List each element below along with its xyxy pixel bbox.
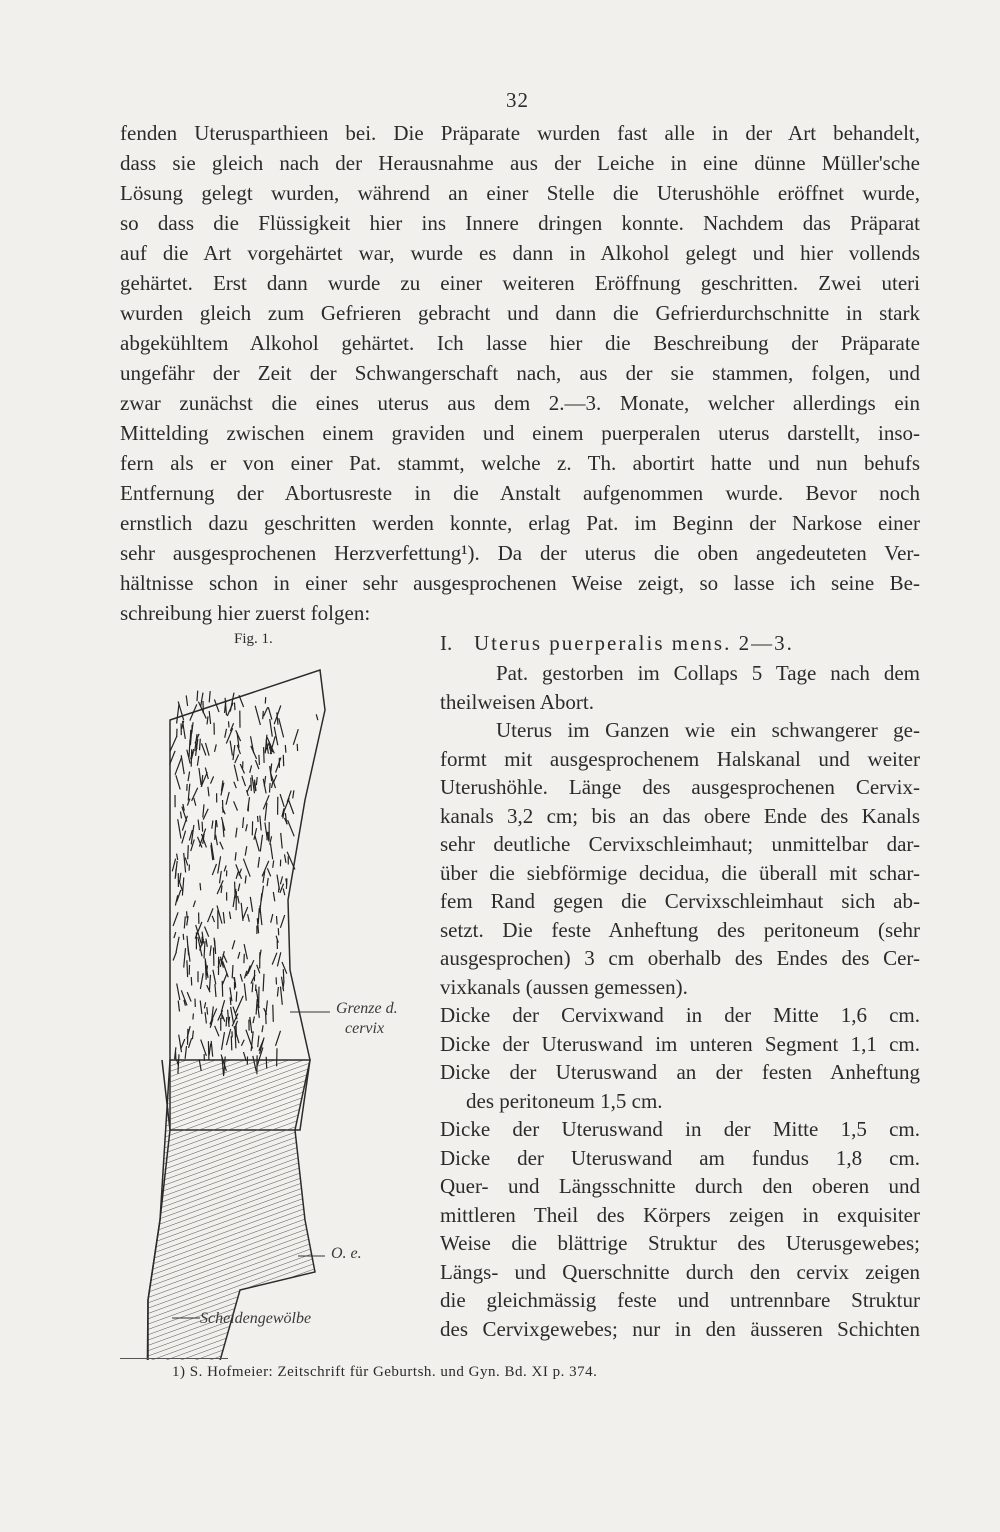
- text-line: dass sie gleich nach der Herausnahme aus der Leiche in eine dünne Müller'sche: [120, 151, 920, 175]
- figure-label: Fig. 1.: [234, 631, 273, 647]
- tissue-stroke: [193, 1014, 194, 1020]
- tissue-stroke: [283, 969, 284, 982]
- text-line: Uterushöhle. Länge des ausgesprochenen Cervix-: [440, 775, 920, 799]
- text-line: auf die Art vorgehärtet war, wurde es dann in Alkohol gelegt und hier vollends: [120, 241, 920, 265]
- text-line: gehärtet. Erst dann wurde zu einer weiteren Eröffnung geschritten. Zwei uteri: [120, 271, 920, 295]
- tissue-stroke: [273, 1005, 274, 1022]
- tissue-stroke: [235, 703, 236, 711]
- text-line: fenden Uterusparthieen bei. Die Präparate wurden fast alle in der Art behandelt,: [120, 121, 920, 145]
- text-line: Dicke der Uteruswand am fundus 1,8 cm.: [440, 1145, 920, 1170]
- tissue-stroke: [186, 695, 187, 706]
- tissue-stroke: [264, 747, 265, 763]
- tissue-stroke: [229, 721, 230, 727]
- footnote-separator: [120, 1358, 228, 1359]
- text-line: theilweisen Abort.: [440, 689, 594, 714]
- text-line: abgekühltem Alkohol gehärtet. Ich lasse hier die Beschreibung der Präparate: [120, 331, 920, 355]
- tissue-stroke: [231, 1036, 232, 1050]
- page-number: 32: [506, 88, 529, 112]
- tissue-stroke: [187, 960, 188, 977]
- text-line: Längs- und Querschnitte durch den cervix zeigen: [440, 1259, 920, 1284]
- tissue-stroke: [251, 778, 252, 791]
- text-line: vixkanals (aussen gemessen).: [440, 974, 688, 999]
- tissue-stroke: [230, 997, 231, 1005]
- text-line: sehr ausgesprochenen Herzverfettung¹). Da der uterus die oben angedeuteten Ver-: [120, 541, 920, 565]
- tissue-stroke: [202, 822, 203, 832]
- text-line: fern als er von einer Pat. stammt, welche z. Th. abortirt hatte und nun behufs: [120, 451, 920, 475]
- tissue-stroke: [259, 755, 260, 765]
- text-line: Dicke der Cervixwand in der Mitte 1,6 cm.: [440, 1003, 920, 1027]
- text-line: Pat. gestorben im Collaps 5 Tage nach dem: [496, 661, 920, 685]
- text-line: ausgesprochen) 3 cm oberhalb des Endes des Cer-: [440, 946, 920, 970]
- caption-grenze: Grenze d.: [336, 1000, 398, 1017]
- text-line: des peritoneum 1,5 cm.: [466, 1088, 663, 1113]
- text-line: kanals 3,2 cm; bis an das obere Ende des Kanals: [440, 803, 920, 828]
- text-line: wurden gleich zum Gefrieren gebracht und dann die Gefrierdurchschnitte in stark: [120, 301, 920, 325]
- text-line: des Cervixgewebes; nur in den äusseren Schichten: [440, 1316, 920, 1341]
- tissue-stroke: [235, 882, 236, 899]
- tissue-stroke: [263, 711, 264, 719]
- tissue-stroke: [188, 845, 189, 859]
- text-line: Weise die blättrige Struktur des Uterusgewebes;: [440, 1231, 920, 1255]
- text-line: Uterus im Ganzen wie ein schwangerer ge-: [496, 718, 920, 742]
- tissue-stroke: [200, 739, 201, 751]
- tissue-stroke: [187, 911, 188, 918]
- tissue-stroke: [223, 800, 224, 813]
- text-line: sehr deutliche Cervixschleimhaut; unmittelbar dar-: [440, 832, 920, 856]
- text-line: die gleichmässig feste und untrennbare Struktur: [440, 1288, 920, 1312]
- tissue-stroke: [226, 1017, 227, 1026]
- tissue-stroke: [256, 777, 257, 785]
- text-line: Dicke der Uteruswand in der Mitte 1,5 cm.: [440, 1117, 920, 1141]
- tissue-stroke: [258, 816, 259, 822]
- footnote: 1) S. Hofmeier: Zeitschrift für Geburtsh. und Gyn. Bd. XI p. 374.: [172, 1364, 598, 1380]
- text-line: fem Rand gegen die Cervixschleimhaut sich ab-: [440, 889, 920, 913]
- text-line: Mittelding zwischen einem graviden und einem puerperalen uterus darstellt, inso-: [120, 421, 920, 445]
- text-line: zwar zunächst die eines uterus aus dem 2.—3. Monate, welcher allerdings ein: [120, 391, 920, 415]
- tissue-stroke: [200, 883, 201, 890]
- tissue-stroke: [285, 745, 286, 753]
- tissue-stroke: [208, 1041, 209, 1059]
- text-line: Dicke der Uteruswand im unteren Segment 1,1 cm.: [440, 1031, 920, 1056]
- tissue-stroke: [252, 982, 253, 992]
- tissue-stroke: [190, 730, 191, 743]
- text-line: setzt. Die feste Anheftung des peritoneum (sehr: [440, 917, 920, 942]
- text-line: Quer- und Längsschnitte durch den oberen und: [440, 1174, 920, 1198]
- caption-oe: O. e.: [331, 1245, 362, 1262]
- tissue-stroke: [232, 965, 233, 978]
- tissue-stroke: [278, 887, 279, 893]
- tissue-stroke: [222, 1013, 223, 1019]
- text-line: ernstlich dazu geschritten werden konnte, erlag Pat. im Beginn der Narkose einer: [120, 511, 920, 535]
- text-line: ungefähr der Zeit der Schwangerschaft nach, aus der sie stammen, folgen, und: [120, 361, 920, 385]
- tissue-stroke: [286, 878, 287, 889]
- tissue-stroke: [270, 783, 271, 793]
- tissue-stroke: [277, 916, 278, 925]
- tissue-stroke: [209, 691, 210, 702]
- text-line: Dicke der Uteruswand an der festen Anheftung: [440, 1060, 920, 1084]
- tissue-stroke: [197, 691, 198, 701]
- text-line: Entfernung der Abortusreste in die Anstalt aufgenommen wurde. Bevor noch: [120, 481, 920, 505]
- tissue-stroke: [183, 934, 184, 940]
- text-line: Lösung gelegt wurden, während an einer Stelle die Uterushöhle eröffnet wurde,: [120, 181, 920, 205]
- text-line: über die siebförmige decidua, die überall mit schar-: [440, 860, 920, 885]
- text-line: mittleren Theil des Körpers zeigen in exquisiter: [440, 1202, 920, 1227]
- tissue-stroke: [236, 992, 237, 1002]
- tissue-stroke: [176, 868, 177, 876]
- caption-cervix: cervix: [345, 1020, 385, 1037]
- uterus-section-figure: [130, 660, 450, 1360]
- caption-scheidengewoelbe: Scheidengewölbe: [200, 1310, 312, 1327]
- section-number: I.: [440, 631, 453, 655]
- text-line: formt mit ausgesprochenem Halskanal und weiter: [440, 746, 920, 771]
- text-line: schreibung hier zuerst folgen:: [120, 601, 371, 625]
- tissue-stroke: [266, 1057, 267, 1069]
- section-heading: Uterus puerperalis mens. 2—3.: [474, 631, 794, 655]
- tissue-stroke: [207, 1007, 208, 1015]
- text-line: so dass die Flüssigkeit hier ins Innere dringen konnte. Nachdem das Präparat: [120, 211, 920, 235]
- text-line: hältnisse schon in einer sehr ausgesprochenen Weise zeigt, so lasse ich seine Be-: [120, 571, 920, 595]
